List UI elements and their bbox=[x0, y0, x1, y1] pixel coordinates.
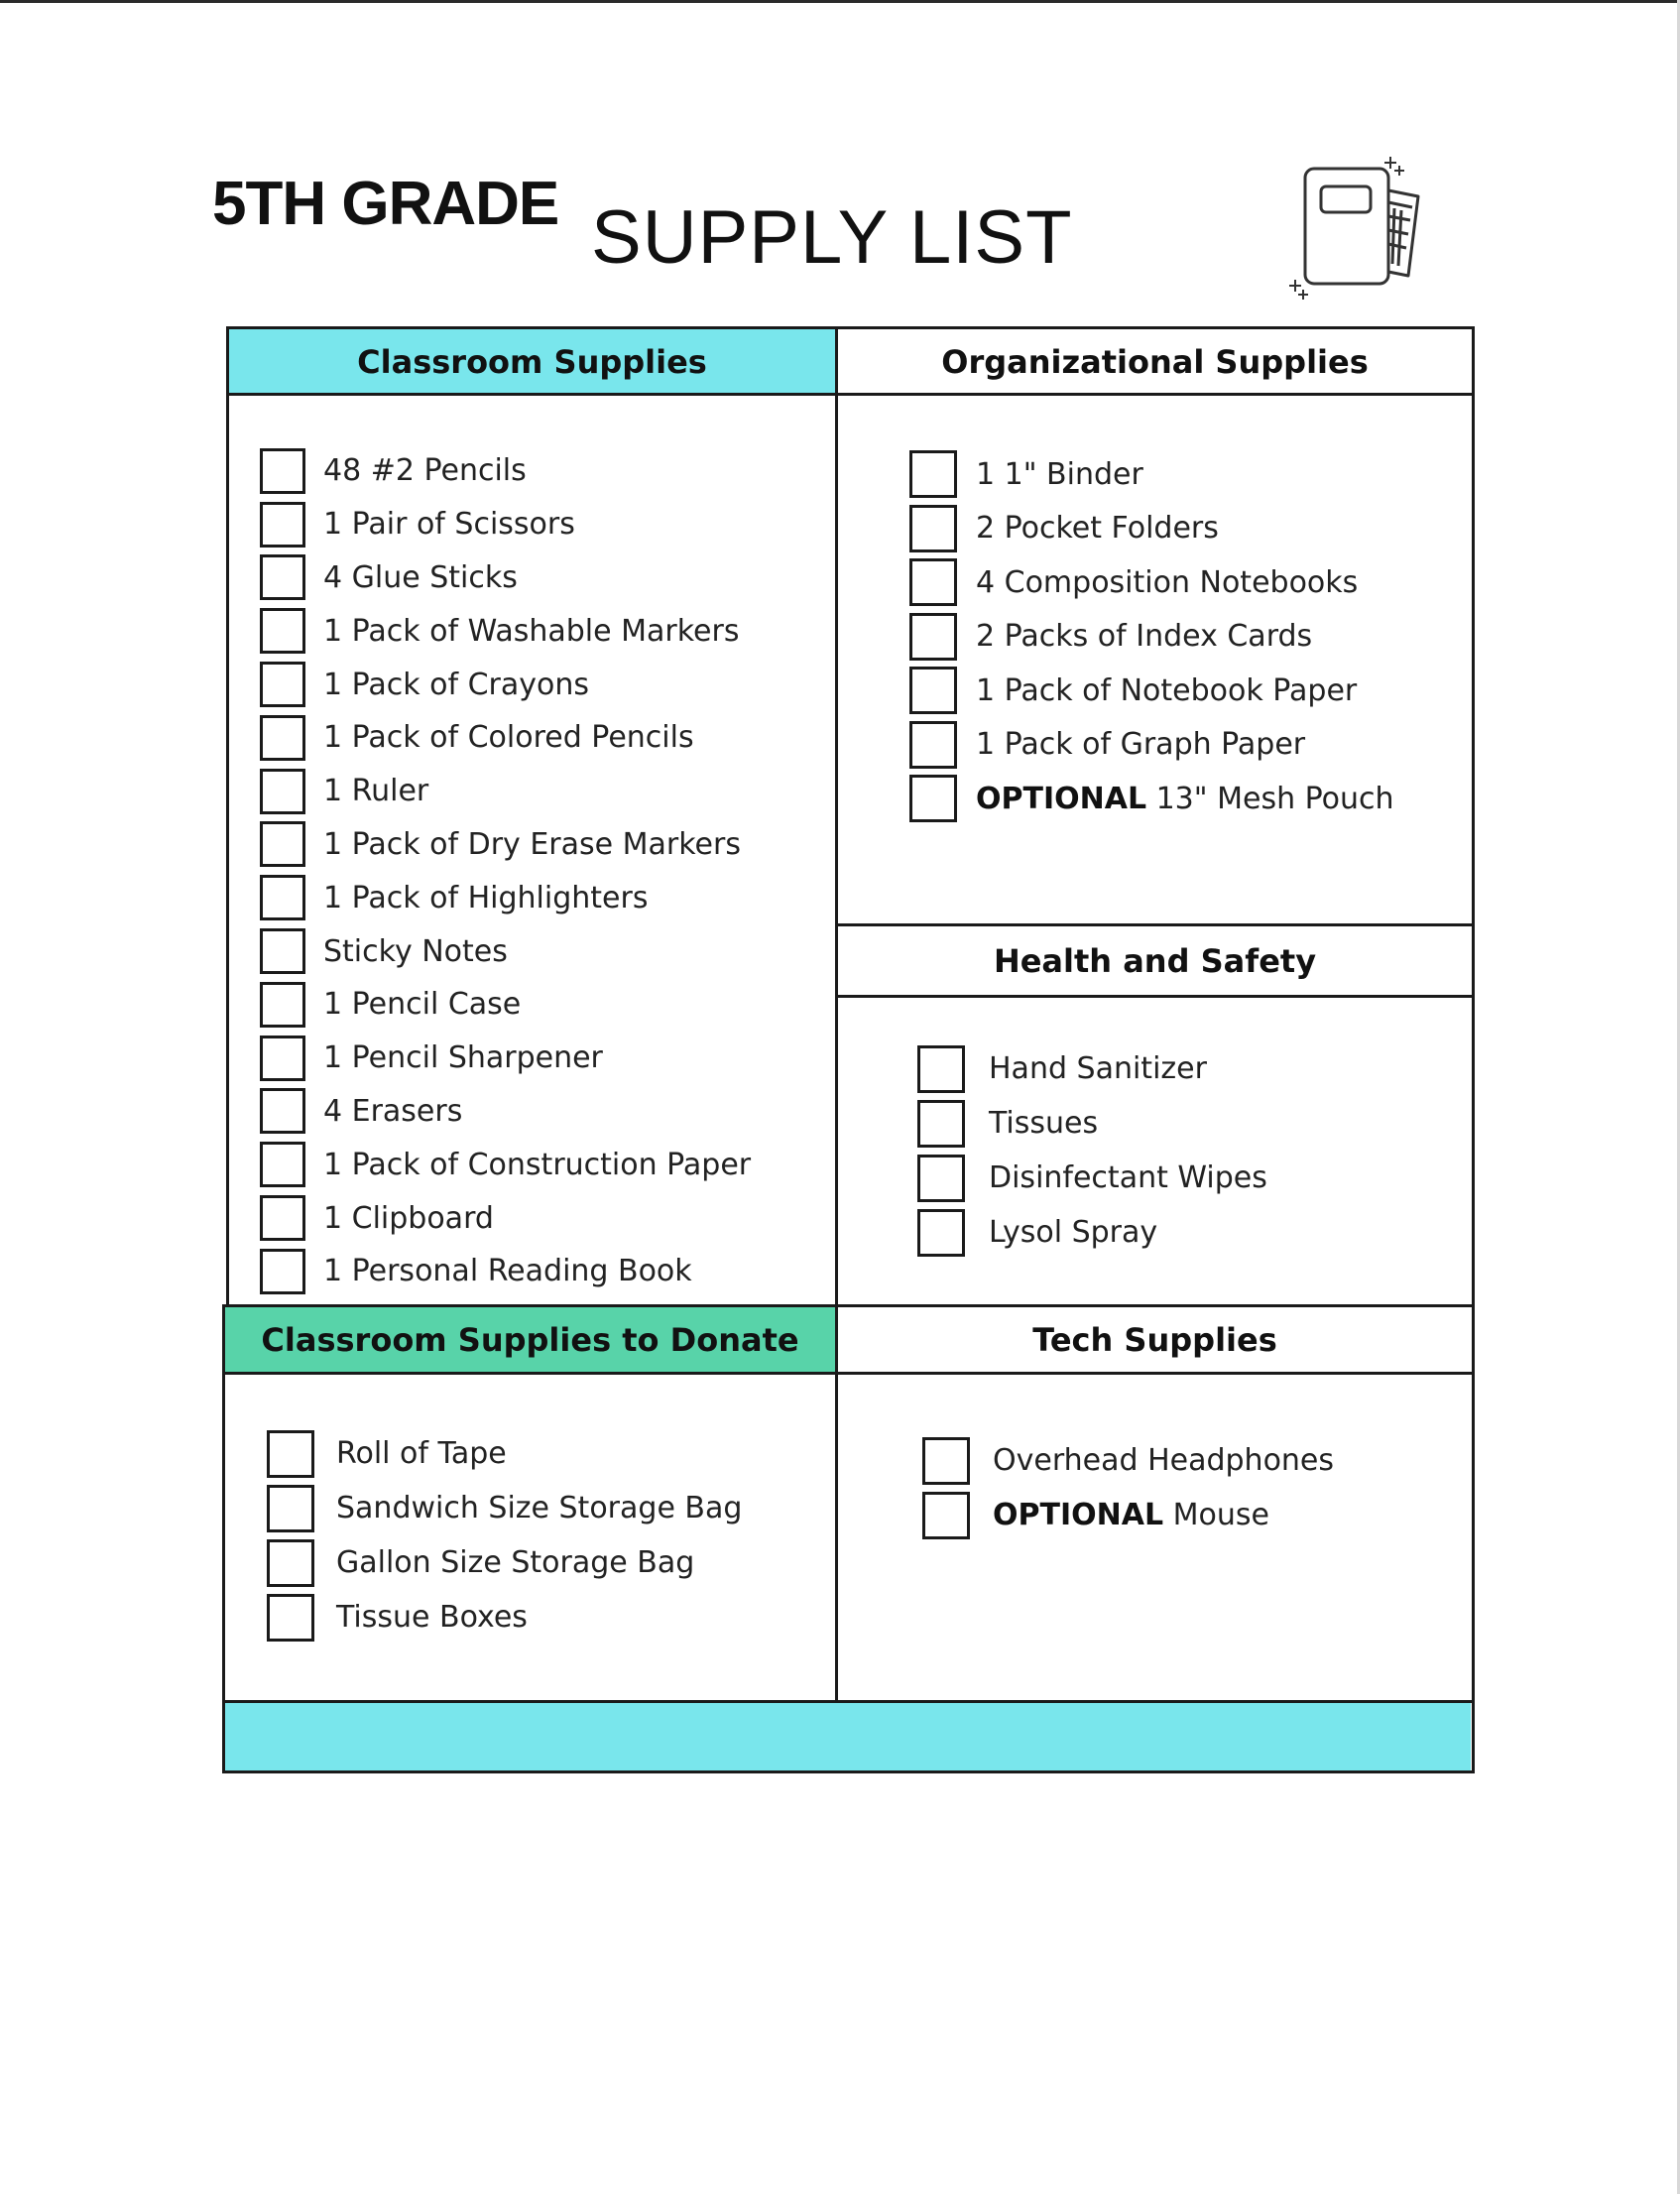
item-label: Gallon Size Storage Bag bbox=[336, 1545, 695, 1580]
checkbox[interactable] bbox=[260, 502, 305, 548]
item-label: Sandwich Size Storage Bag bbox=[336, 1491, 743, 1525]
item-label bbox=[976, 782, 1394, 816]
item-label: 1 Pack of Construction Paper bbox=[323, 1147, 752, 1182]
list-item bbox=[260, 1138, 751, 1191]
list-item bbox=[260, 871, 751, 924]
checkbox[interactable] bbox=[260, 1088, 305, 1134]
item-label: 1 Pack of Crayons bbox=[323, 667, 590, 702]
organizational-supplies-list bbox=[909, 447, 1394, 826]
list-item bbox=[909, 610, 1394, 665]
rule-right bbox=[1472, 326, 1475, 1773]
checkbox[interactable] bbox=[260, 1036, 305, 1081]
item-label: Hand Sanitizer bbox=[989, 1051, 1207, 1086]
checkbox[interactable] bbox=[909, 613, 957, 661]
footer-band bbox=[223, 1702, 1471, 1772]
list-item bbox=[260, 1245, 751, 1298]
item-label: Roll of Tape bbox=[336, 1436, 507, 1471]
optional-tag: OPTIONAL bbox=[993, 1498, 1164, 1532]
checkbox[interactable] bbox=[909, 450, 957, 498]
checkbox[interactable] bbox=[260, 769, 305, 814]
tech-supplies-heading: Tech Supplies bbox=[1032, 1321, 1277, 1359]
item-label: 48 #2 Pencils bbox=[323, 453, 527, 489]
checkbox[interactable] bbox=[917, 1209, 965, 1257]
title-grade: 5TH GRADE bbox=[212, 170, 559, 238]
organizational-supplies-heading: Organizational Supplies bbox=[941, 342, 1369, 381]
checkbox[interactable] bbox=[260, 554, 305, 600]
item-label: Lysol Spray bbox=[989, 1215, 1158, 1250]
checkbox[interactable] bbox=[260, 875, 305, 920]
list-item bbox=[922, 1488, 1334, 1542]
checkbox[interactable] bbox=[267, 1485, 314, 1532]
donate-supplies-list bbox=[267, 1426, 742, 1645]
item-label: 4 Glue Sticks bbox=[323, 559, 518, 595]
list-item bbox=[260, 978, 751, 1032]
item-label: 1 Pack of Graph Paper bbox=[976, 727, 1306, 763]
rule-center bbox=[835, 326, 838, 1703]
item-label: 2 Packs of Index Cards bbox=[976, 619, 1313, 655]
health-safety-list bbox=[917, 1041, 1267, 1260]
checkbox[interactable] bbox=[909, 775, 957, 822]
checkbox[interactable] bbox=[260, 1195, 305, 1241]
title-supply-list: SUPPLY LIST bbox=[591, 195, 1073, 280]
list-item bbox=[267, 1590, 742, 1645]
list-item bbox=[909, 447, 1394, 502]
checkbox[interactable] bbox=[260, 662, 305, 707]
checkbox[interactable] bbox=[260, 448, 305, 494]
list-item bbox=[909, 664, 1394, 718]
rule-bottom bbox=[222, 1770, 1474, 1773]
health-safety-heading: Health and Safety bbox=[993, 942, 1317, 980]
checkbox[interactable] bbox=[917, 1100, 965, 1148]
item-label: Overhead Headphones bbox=[993, 1443, 1335, 1478]
checkbox[interactable] bbox=[260, 1249, 305, 1294]
list-item bbox=[917, 1151, 1267, 1205]
checkbox[interactable] bbox=[909, 505, 957, 552]
list-item bbox=[260, 765, 751, 818]
checkbox[interactable] bbox=[260, 928, 305, 974]
item-label: 1 Pack of Highlighters bbox=[323, 880, 649, 915]
item-label: Sticky Notes bbox=[323, 933, 508, 969]
checkbox[interactable] bbox=[267, 1594, 314, 1642]
item-label: 1 Personal Reading Book bbox=[323, 1254, 692, 1289]
item-label: 1 Pack of Dry Erase Markers bbox=[323, 826, 741, 862]
item-label: 1 Pair of Scissors bbox=[323, 507, 575, 543]
checkbox[interactable] bbox=[260, 715, 305, 761]
list-item bbox=[909, 555, 1394, 610]
checkbox[interactable] bbox=[267, 1539, 314, 1587]
item-label: 1 Clipboard bbox=[323, 1200, 494, 1236]
item-label: Tissue Boxes bbox=[336, 1600, 528, 1635]
item-label: 1 Ruler bbox=[323, 774, 429, 809]
list-item bbox=[917, 1096, 1267, 1151]
checkbox[interactable] bbox=[917, 1155, 965, 1202]
checkbox[interactable] bbox=[922, 1437, 970, 1485]
item-label: 1 1" Binder bbox=[976, 456, 1143, 492]
tech-supplies-list bbox=[922, 1433, 1334, 1542]
rule-left-lower bbox=[222, 1304, 225, 1773]
item-label: 1 Pencil Case bbox=[323, 987, 522, 1023]
item-label: 1 Pack of Notebook Paper bbox=[976, 672, 1358, 708]
item-label: 1 Pencil Sharpener bbox=[323, 1040, 603, 1076]
list-item bbox=[260, 658, 751, 711]
list-item bbox=[917, 1041, 1267, 1096]
list-item bbox=[260, 924, 751, 978]
checkbox[interactable] bbox=[917, 1045, 965, 1093]
list-item bbox=[909, 502, 1394, 556]
item-label: 4 Composition Notebooks bbox=[976, 564, 1359, 600]
list-item bbox=[909, 772, 1394, 826]
list-item bbox=[267, 1426, 742, 1481]
list-item bbox=[260, 818, 751, 872]
list-item bbox=[260, 711, 751, 765]
list-item bbox=[922, 1433, 1334, 1488]
rule-footer-top bbox=[222, 1700, 1474, 1703]
item-label: Tissues bbox=[989, 1106, 1099, 1141]
checkbox[interactable] bbox=[267, 1430, 314, 1478]
optional-tag: OPTIONAL bbox=[976, 781, 1147, 816]
item-text: 13" Mesh Pouch bbox=[1146, 781, 1394, 816]
checkbox[interactable] bbox=[909, 721, 957, 769]
item-label: 2 Pocket Folders bbox=[976, 511, 1219, 547]
list-item bbox=[909, 718, 1394, 773]
classroom-supplies-list bbox=[260, 444, 751, 1298]
item-text: Mouse bbox=[1163, 1498, 1269, 1532]
donate-supplies-heading: Classroom Supplies to Donate bbox=[261, 1321, 799, 1359]
item-label bbox=[993, 1498, 1269, 1532]
checkbox[interactable] bbox=[260, 1142, 305, 1187]
checkbox[interactable] bbox=[909, 558, 957, 606]
rule-left-upper bbox=[226, 326, 229, 1306]
list-item bbox=[260, 1191, 751, 1245]
list-item bbox=[260, 1032, 751, 1085]
checkbox[interactable] bbox=[260, 608, 305, 654]
item-label: Disinfectant Wipes bbox=[989, 1160, 1267, 1195]
list-item bbox=[260, 498, 751, 551]
list-item bbox=[267, 1481, 742, 1535]
checkbox[interactable] bbox=[909, 667, 957, 714]
list-item bbox=[260, 604, 751, 658]
list-item bbox=[260, 551, 751, 605]
classroom-supplies-heading: Classroom Supplies bbox=[357, 342, 707, 381]
checkbox[interactable] bbox=[260, 982, 305, 1028]
list-item bbox=[917, 1205, 1267, 1260]
checkbox[interactable] bbox=[260, 821, 305, 867]
list-item bbox=[260, 444, 751, 498]
checkbox[interactable] bbox=[922, 1492, 970, 1539]
list-item bbox=[260, 1085, 751, 1139]
list-item bbox=[267, 1535, 742, 1590]
item-label: 1 Pack of Colored Pencils bbox=[323, 720, 694, 756]
item-label: 4 Erasers bbox=[323, 1093, 463, 1129]
item-label: 1 Pack of Washable Markers bbox=[323, 613, 740, 649]
